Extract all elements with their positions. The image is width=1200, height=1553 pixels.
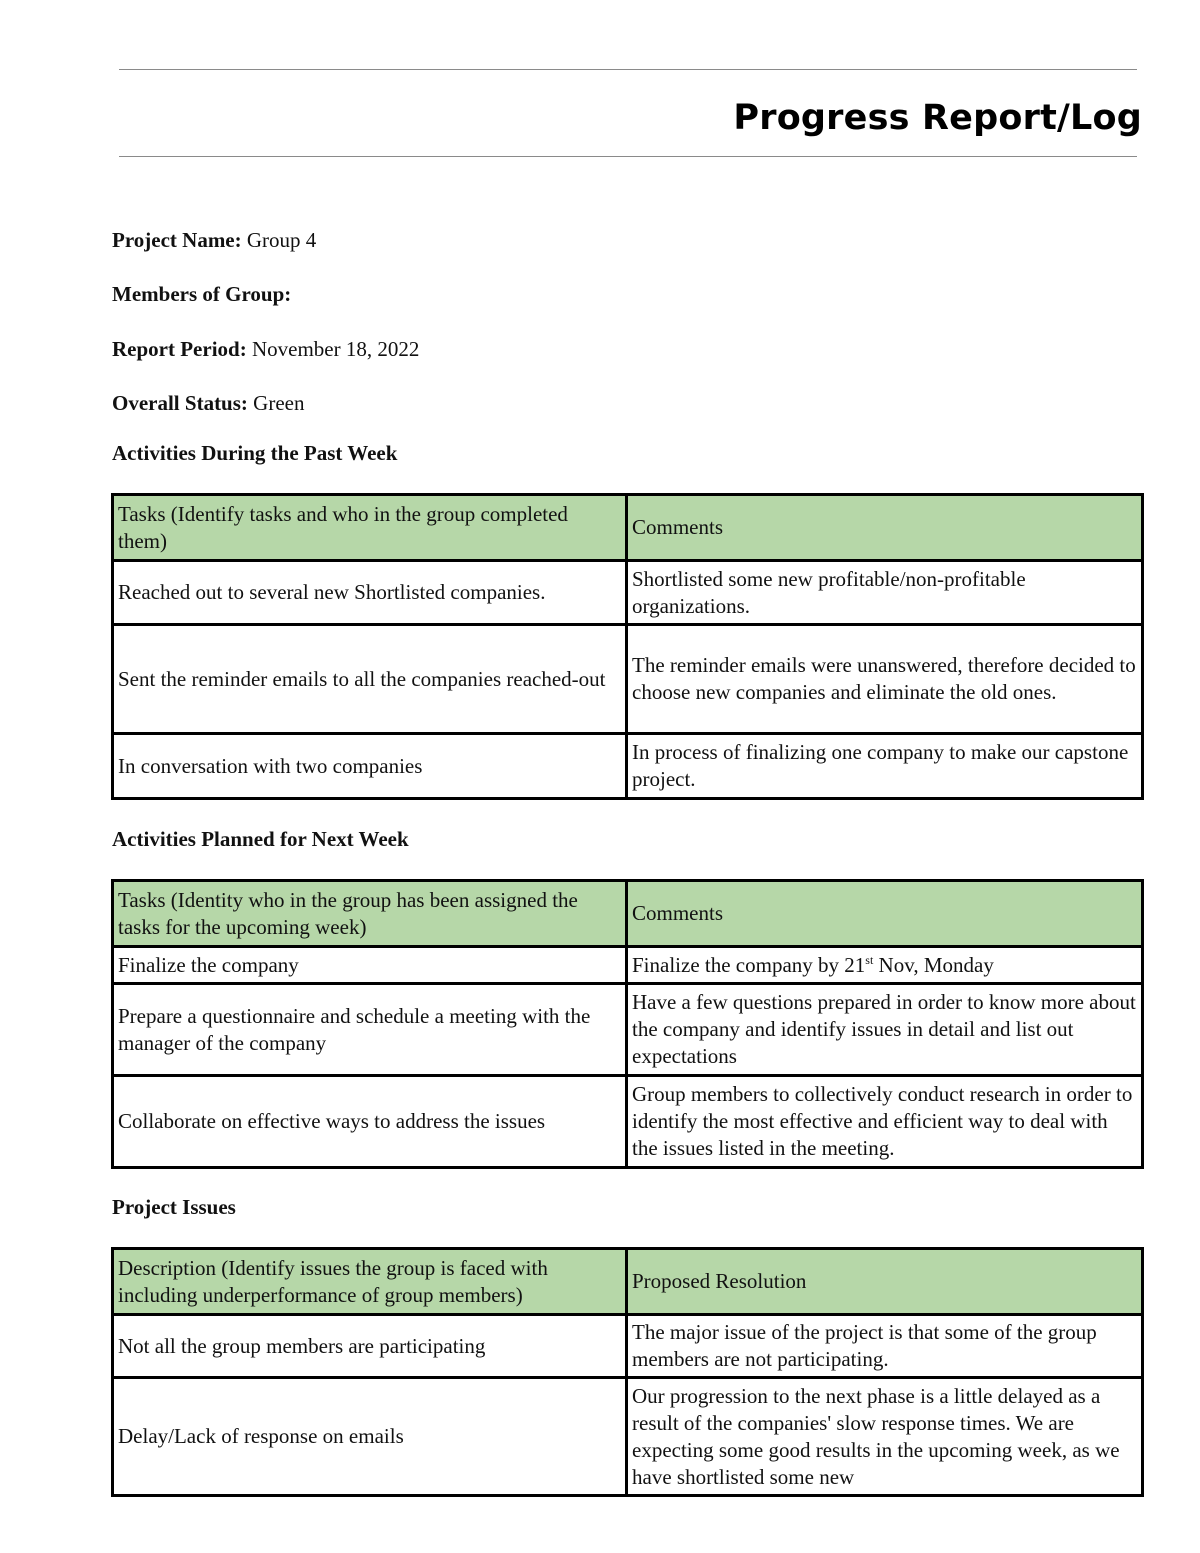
- issues-description-header: Description (Identify issues the group is faced with including underperformance of group members): [113, 1249, 627, 1315]
- task-cell: Reached out to several new Shortlisted companies.: [113, 561, 627, 625]
- next-week-comments-header: Comments: [627, 881, 1143, 947]
- task-cell: Finalize the company: [113, 947, 627, 984]
- ordinal-suffix: st: [865, 952, 874, 967]
- issues-heading: Project Issues: [112, 1195, 236, 1219]
- project-name-field: [112, 228, 316, 253]
- resolution-cell: Our progression to the next phase is a little delayed as a result of the companies' slow response times. We are expecting some good results in the upcoming week, as we have shortlisted some new: [627, 1378, 1143, 1496]
- table-row: [113, 947, 1143, 984]
- header-rule-bottom: [119, 156, 1137, 157]
- comment-cell: Shortlisted some new profitable/non-profitable organizations.: [627, 561, 1143, 625]
- next-week-heading: Activities Planned for Next Week: [112, 827, 409, 851]
- table-header-row: [113, 495, 1143, 561]
- comment-text: Nov, Monday: [873, 952, 994, 977]
- page-title: Progress Report/Log: [733, 98, 1142, 138]
- task-cell: Prepare a questionnaire and schedule a meeting with the manager of the company: [113, 984, 627, 1076]
- table-row: [113, 984, 1143, 1076]
- next-week-tasks-header: Tasks (Identity who in the group has been assigned the tasks for the upcoming week): [113, 881, 627, 947]
- issues-resolution-header: Proposed Resolution: [627, 1249, 1143, 1315]
- comment-cell: The reminder emails were unanswered, therefore decided to choose new companies and eliminate the old ones.: [627, 625, 1143, 734]
- resolution-cell: The major issue of the project is that some of the group members are not participating.: [627, 1315, 1143, 1378]
- issue-cell: Not all the group members are participating: [113, 1315, 627, 1378]
- next-week-table: [111, 879, 1144, 1169]
- members-label: Members of Group:: [112, 282, 292, 306]
- table-row: [113, 1076, 1143, 1168]
- past-week-table: [111, 493, 1144, 800]
- comment-text: Finalize the company by 21: [632, 952, 866, 977]
- task-cell: Collaborate on effective ways to address the issues: [113, 1076, 627, 1168]
- members-field: [112, 282, 291, 307]
- table-row: [113, 1315, 1143, 1378]
- project-name-label: Project Name:: [112, 228, 242, 252]
- past-week-tasks-header: Tasks (Identify tasks and who in the group completed them): [113, 495, 627, 561]
- overall-status-value: Green: [253, 391, 305, 415]
- report-period-field: [112, 337, 419, 362]
- comment-cell: In process of finalizing one company to make our capstone project.: [627, 734, 1143, 799]
- header-rule-top: [119, 69, 1137, 70]
- task-cell: In conversation with two companies: [113, 734, 627, 799]
- issue-cell: Delay/Lack of response on emails: [113, 1378, 627, 1496]
- project-name-value: Group 4: [246, 228, 317, 252]
- table-row: [113, 561, 1143, 625]
- report-period-value: November 18, 2022: [251, 337, 420, 361]
- table-row: [113, 734, 1143, 799]
- comment-cell: [627, 947, 1143, 984]
- table-header-row: [113, 881, 1143, 947]
- overall-status-field: [112, 391, 304, 416]
- comment-cell: Have a few questions prepared in order to know more about the company and identify issues in detail and list out expectations: [627, 984, 1143, 1076]
- issues-table: [111, 1247, 1144, 1497]
- report-period-label: Report Period:: [112, 337, 247, 361]
- comment-cell: Group members to collectively conduct research in order to identify the most effective and efficient way to deal with the issues listed in the meeting.: [627, 1076, 1143, 1168]
- task-cell: Sent the reminder emails to all the companies reached-out: [113, 625, 627, 734]
- past-week-heading: Activities During the Past Week: [112, 441, 398, 465]
- past-week-comments-header: Comments: [627, 495, 1143, 561]
- overall-status-label: Overall Status:: [112, 391, 248, 415]
- table-row: [113, 1378, 1143, 1496]
- table-row: [113, 625, 1143, 734]
- table-header-row: [113, 1249, 1143, 1315]
